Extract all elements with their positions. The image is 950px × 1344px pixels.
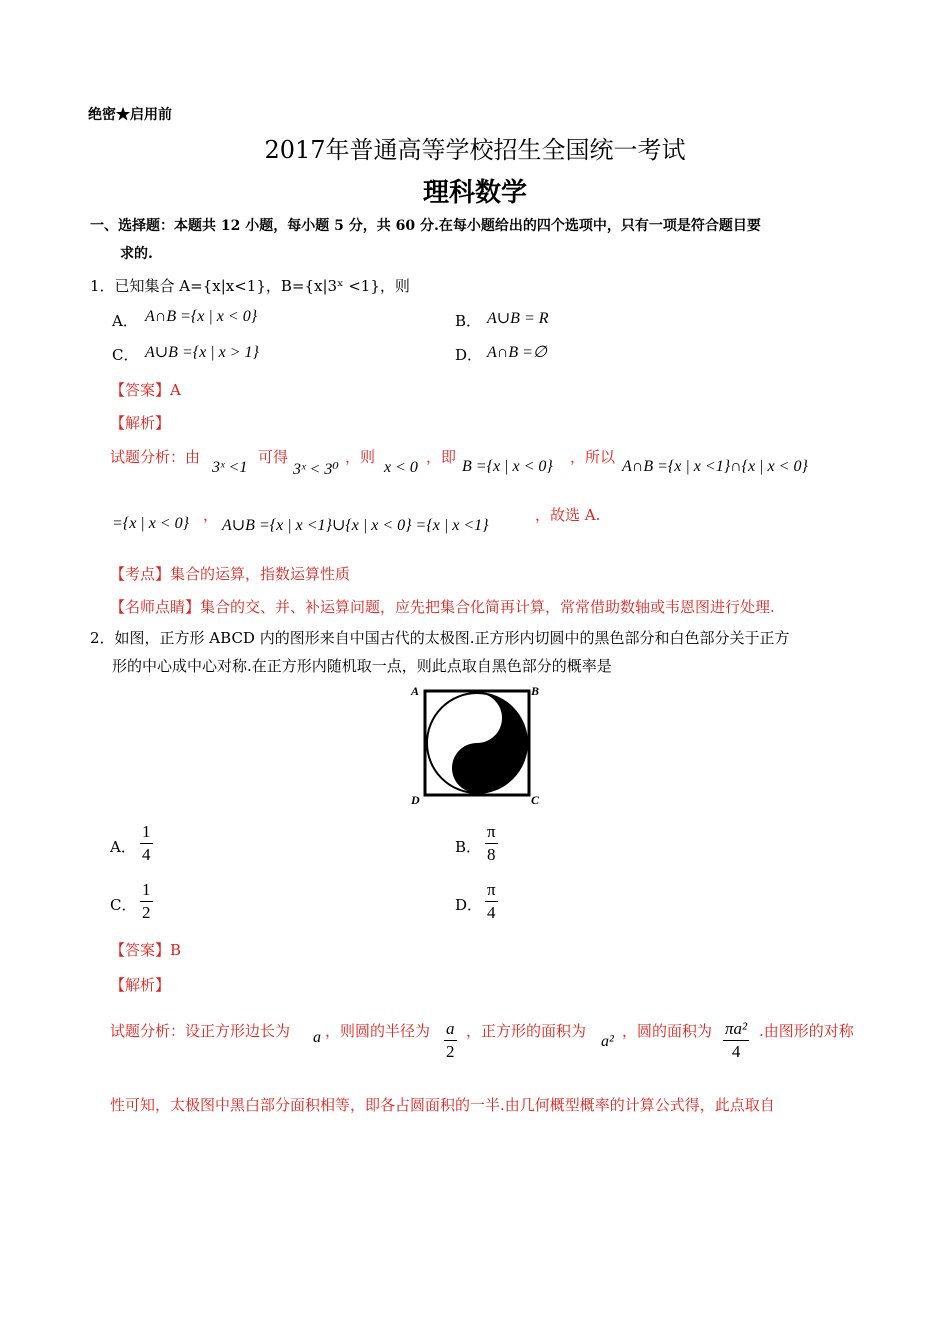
q1-sol-text-4: ，即: [426, 448, 457, 466]
q2-sol-text-3: ，正方形的面积为: [466, 1022, 587, 1040]
q1-sol-math-2: 3ˣ < 3⁰: [293, 461, 339, 478]
q2-option-a-num: 1: [140, 822, 153, 844]
vertex-d-label: D: [411, 793, 420, 807]
q1-sol-text-3: ，则: [345, 448, 376, 466]
q1-sol-math-1: 3ˣ <1: [212, 459, 248, 476]
q2-option-a-label: A．: [110, 838, 136, 856]
q1-mingshi: 【名师点睛】集合的交、并、补运算问题，应先把集合化简再计算，常常借助数轴或韦恩图进行处理.: [110, 598, 775, 616]
q2-sol-math-a2: a²: [601, 1033, 614, 1050]
subject-title: 理科数学: [422, 178, 527, 208]
taiji-black-dot: [472, 763, 482, 773]
q1-option-b: A∪B = R: [487, 310, 549, 327]
q2-option-b-den: 8: [487, 845, 496, 864]
q1-option-c-label: C．: [112, 346, 139, 364]
q1-sol-math-4: B ={x | x < 0}: [462, 458, 553, 475]
q1-sol-math-3: x < 0: [384, 459, 418, 476]
q1-analysis-title: 【解析】: [110, 414, 171, 432]
q2-answer: 【答案】B: [110, 941, 182, 959]
section-heading-cont: 求的.: [120, 246, 153, 262]
q1-sol-text-6: ，: [203, 506, 219, 524]
q1-sol-text-5: ，所以: [570, 448, 616, 466]
q2-option-a-den: 4: [142, 845, 151, 864]
q2-option-b-label: B．: [455, 838, 482, 856]
q2-option-d: [485, 880, 498, 923]
q2-option-c-num: 1: [140, 880, 153, 902]
section-heading: 一、选择题：本题共 12 小题，每小题 5 分，共 60 分.在每小题给出的四个选项中，只有一项是符合题目要: [90, 218, 761, 234]
q1-answer: 【答案】A: [110, 381, 181, 399]
q2-option-d-den: 4: [487, 903, 496, 922]
q1-sol-text-1: 试题分析：由: [110, 448, 201, 466]
q1-option-d-label: D．: [455, 346, 483, 364]
secret-label: 绝密★启用前: [88, 107, 172, 123]
vertex-b-label: B: [531, 684, 540, 698]
q1-stem: 1．已知集合 A={x|x<1}，B={x|3ˣ <1}，则: [90, 277, 410, 295]
q2-sol-text-5: .由图形的对称: [759, 1022, 854, 1040]
q2-stem-cont: 形的中心成中心对称.在正方形内随机取一点，则此点取自黑色部分的概率是: [112, 657, 612, 675]
q1-option-a: A∩B ={x | x < 0}: [145, 308, 258, 325]
q2-option-b-num: π: [485, 822, 498, 844]
q1-sol-text-7: ，故选 A.: [535, 506, 601, 524]
q2-option-d-num: π: [485, 880, 498, 902]
taiji-white-dot: [472, 713, 482, 723]
q2-sol-line-2: 性可知，太极图中黑白部分面积相等，即各占圆面积的一半.由几何概型概率的计算公式得，此点取自: [110, 1096, 775, 1114]
q2-sol-frac-area-num: πa²: [723, 1019, 749, 1041]
q2-sol-frac-radius: [444, 1019, 457, 1062]
q2-sol-text-4: ，圆的面积为: [622, 1022, 713, 1040]
q2-option-b: [485, 822, 498, 865]
taiji-figure: [405, 683, 555, 808]
vertex-a-label: A: [411, 684, 420, 698]
q2-option-a: [140, 822, 153, 865]
q2-sol-text-1: 试题分析：设正方形边长为: [110, 1022, 291, 1040]
q2-analysis-title: 【解析】: [110, 976, 171, 994]
q1-option-a-label: A．: [112, 312, 138, 330]
q2-option-c-den: 2: [142, 903, 151, 922]
vertex-c-label: C: [531, 793, 540, 807]
q1-sol-math-6: ={x | x < 0}: [112, 515, 189, 532]
q2-sol-frac-radius-den: 2: [446, 1042, 455, 1061]
q1-sol-math-5: A∩B ={x | x <1}∩{x | x < 0}: [622, 458, 808, 475]
q1-option-b-label: B．: [455, 312, 482, 330]
q2-option-c: [140, 880, 153, 923]
q1-option-d: A∩B =∅: [487, 344, 547, 361]
q2-stem: 2．如图，正方形 ABCD 内的图形来自中国古代的太极图.正方形内切圆中的黑色部分和白色部分关于正方: [90, 629, 790, 647]
q2-sol-frac-area-den: 4: [731, 1042, 741, 1061]
q1-sol-math-7: A∪B ={x | x <1}∪{x | x < 0} ={x | x <1}: [222, 517, 489, 534]
q2-option-c-label: C．: [110, 896, 137, 914]
q2-sol-text-2: ，则圆的半径为: [325, 1022, 431, 1040]
q2-sol-frac-area: [723, 1019, 749, 1062]
exam-title: 2017年普通高等学校招生全国统一考试: [264, 136, 686, 164]
q2-sol-frac-radius-num: a: [444, 1019, 457, 1041]
q1-kaodian: 【考点】集合的运算，指数运算性质: [110, 565, 351, 583]
q2-option-d-label: D．: [455, 896, 483, 914]
q1-sol-text-2: 可得: [258, 448, 289, 466]
q1-option-c: A∪B ={x | x > 1}: [145, 344, 259, 361]
q2-sol-math-a: a: [313, 1029, 321, 1046]
